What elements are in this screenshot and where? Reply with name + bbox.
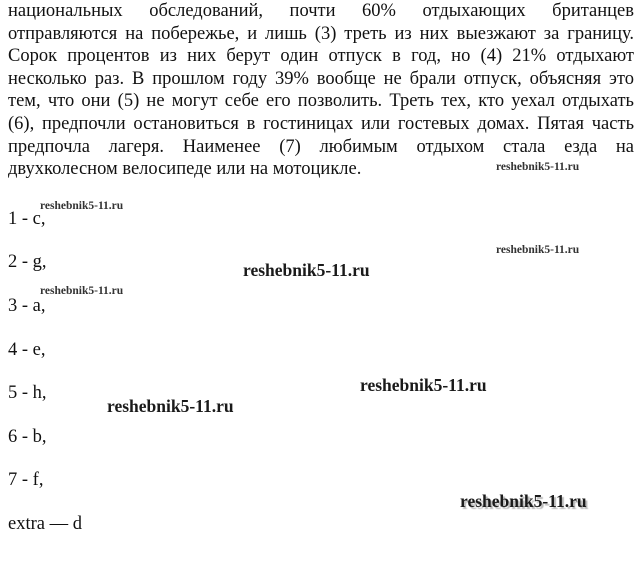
watermark: reshebnik5-11.ru: [496, 161, 580, 173]
answer-item: 2 - g,: [8, 252, 47, 272]
watermark: reshebnik5-11.ru: [243, 260, 370, 280]
answer-item: 5 - h,: [8, 383, 47, 403]
watermark: reshebnik5-11.ru: [40, 285, 124, 297]
answer-item: 7 - f,: [8, 470, 44, 490]
paragraph-line: тем, что они (5) не могут себе его позволить. Треть тех, кто уехал отдыхать: [8, 91, 634, 112]
answer-item: 1 - c,: [8, 209, 46, 229]
watermark: reshebnik5-11.ru: [460, 491, 587, 511]
paragraph-line: Сорок процентов из них берут один отпуск в год, но (4) 21% отдыхают: [8, 46, 634, 67]
watermark: reshebnik5-11.ru: [40, 200, 124, 212]
paragraph-line: (6), предпочли остановиться в гостиницах или гостевых домах. Пятая часть: [8, 113, 634, 134]
watermark: reshebnik5-11.ru: [360, 375, 487, 395]
paragraph-line: двухколесном велосипеде или на мотоцикле.: [8, 159, 362, 180]
text-paragraph: [8, 0, 634, 181]
answer-item: extra — d: [8, 514, 82, 534]
watermark: reshebnik5-11.ru: [107, 396, 234, 416]
paragraph-line: отправляются на побережье, и лишь (3) треть из них выезжают за границу.: [8, 23, 634, 44]
answer-item: 3 - a,: [8, 296, 46, 316]
answer-item: 6 - b,: [8, 427, 47, 447]
watermark: reshebnik5-11.ru: [496, 244, 580, 256]
paragraph-line: национальных обследований, почти 60% отдыхающих британцев: [8, 1, 634, 21]
answer-item: 4 - e,: [8, 340, 46, 360]
paragraph-line: несколько раз. В прошлом году 39% вообще не брали отпуск, объясняя это: [8, 68, 634, 89]
paragraph-line: предпочла лагеря. Наименее (7) любимым отдыхом стала езда на: [8, 136, 634, 157]
